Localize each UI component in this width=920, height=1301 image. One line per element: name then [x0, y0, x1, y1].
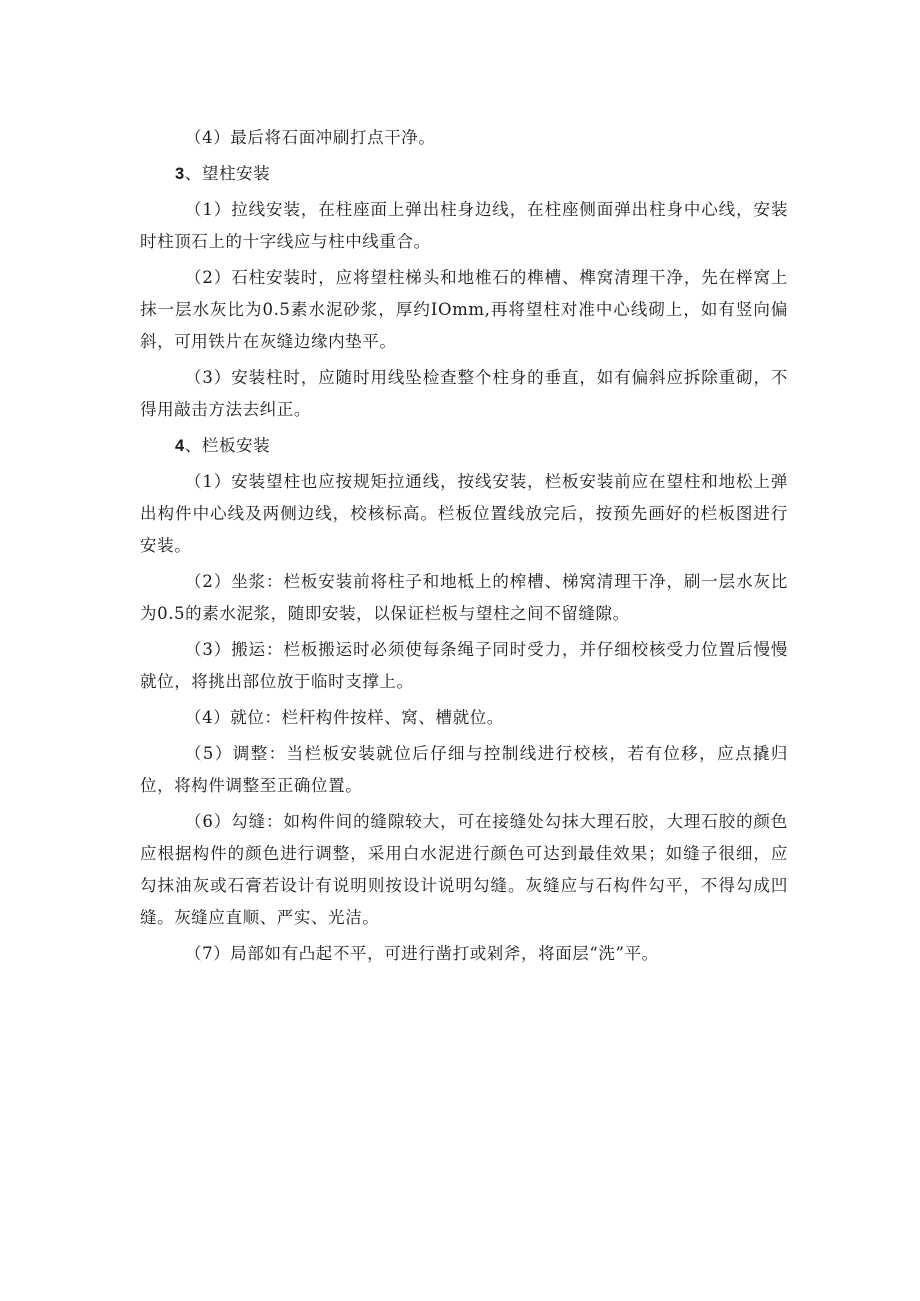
paragraph-panel-step-3: （3）搬运：栏板搬运时必须使每条绳子同时受力，并仔细校核受力位置后慢慢就位，将挑出部位放于临时支撑上。 — [140, 640, 788, 691]
section-number: 3 — [175, 165, 185, 183]
paragraph-pillar-step-2: （2）石柱安装时，应将望柱梯头和地椎石的榫槽、榫窝清理干净，先在榉窝上抹一层水灰比为0.5素水泥砂浆，厚约IOmm,再将望柱对准中心线砌上，如有竖向偏斜，可用铁片在灰缝边缘内垫平。 — [140, 268, 788, 351]
paragraph-panel-step-5: （5）调整：当栏板安装就位后仔细与控制线进行校核，若有位移，应点撬归位，将构件调整至正确位置。 — [140, 744, 788, 795]
paragraph-panel-step-4: （4）就位：栏杆构件按样、窝、槽就位。 — [185, 708, 504, 727]
paragraph-pillar-step-1: （1）拉线安装，在柱座面上弹出柱身边线，在柱座侧面弹出柱身中心线，安装时柱顶石上的十字线应与柱中线重合。 — [140, 200, 788, 251]
paragraph-panel-step-2: （2）坐浆：栏板安装前将柱子和地柢上的榨槽、梯窝清理干净，刷一层水灰比为0.5的素水泥浆，随即安装，以保证栏板与望柱之间不留缝隙。 — [140, 572, 788, 623]
paragraph-panel-step-7: （7）局部如有凸起不平，可进行凿打或剁斧，将面层“洗”平。 — [185, 944, 659, 963]
document-body — [140, 122, 788, 974]
paragraph-panel-step-1: （1）安装望柱也应按规矩拉通线，按线安装，栏板安装前应在望柱和地松上弹出构件中心线及两侧边线，校核标高。栏板位置线放完后，按预先画好的栏板图进行安装。 — [140, 472, 788, 555]
paragraph-final-cleaning: （4）最后将石面冲刷打点干净。 — [185, 128, 436, 147]
section-heading-rail-panel-installation — [140, 430, 788, 462]
section-title: 、栏板安装 — [184, 436, 271, 455]
paragraph-pillar-step-3: （3）安装柱时，应随时用线坠检查整个柱身的垂直，如有偏斜应拆除重砌，不得用敲击方法去纠正。 — [140, 368, 788, 419]
paragraph-panel-step-6: （6）勾缝：如构件间的缝隙较大，可在接缝处勾抹大理石胶，大理石胶的颜色应根据构件的颜色进行调整，采用白水泥进行颜色可达到最佳效果；如缝子很细，应勾抹油灰或石膏若设计有说明则按设计说明勾缝。灰缝应与石构件勾平，不得勾成凹缝。灰缝应直顺、严实、光洁。 — [140, 812, 788, 927]
section-title: 、望柱安装 — [184, 164, 271, 183]
section-number: 4 — [175, 437, 185, 455]
section-heading-pillar-installation — [140, 158, 788, 190]
